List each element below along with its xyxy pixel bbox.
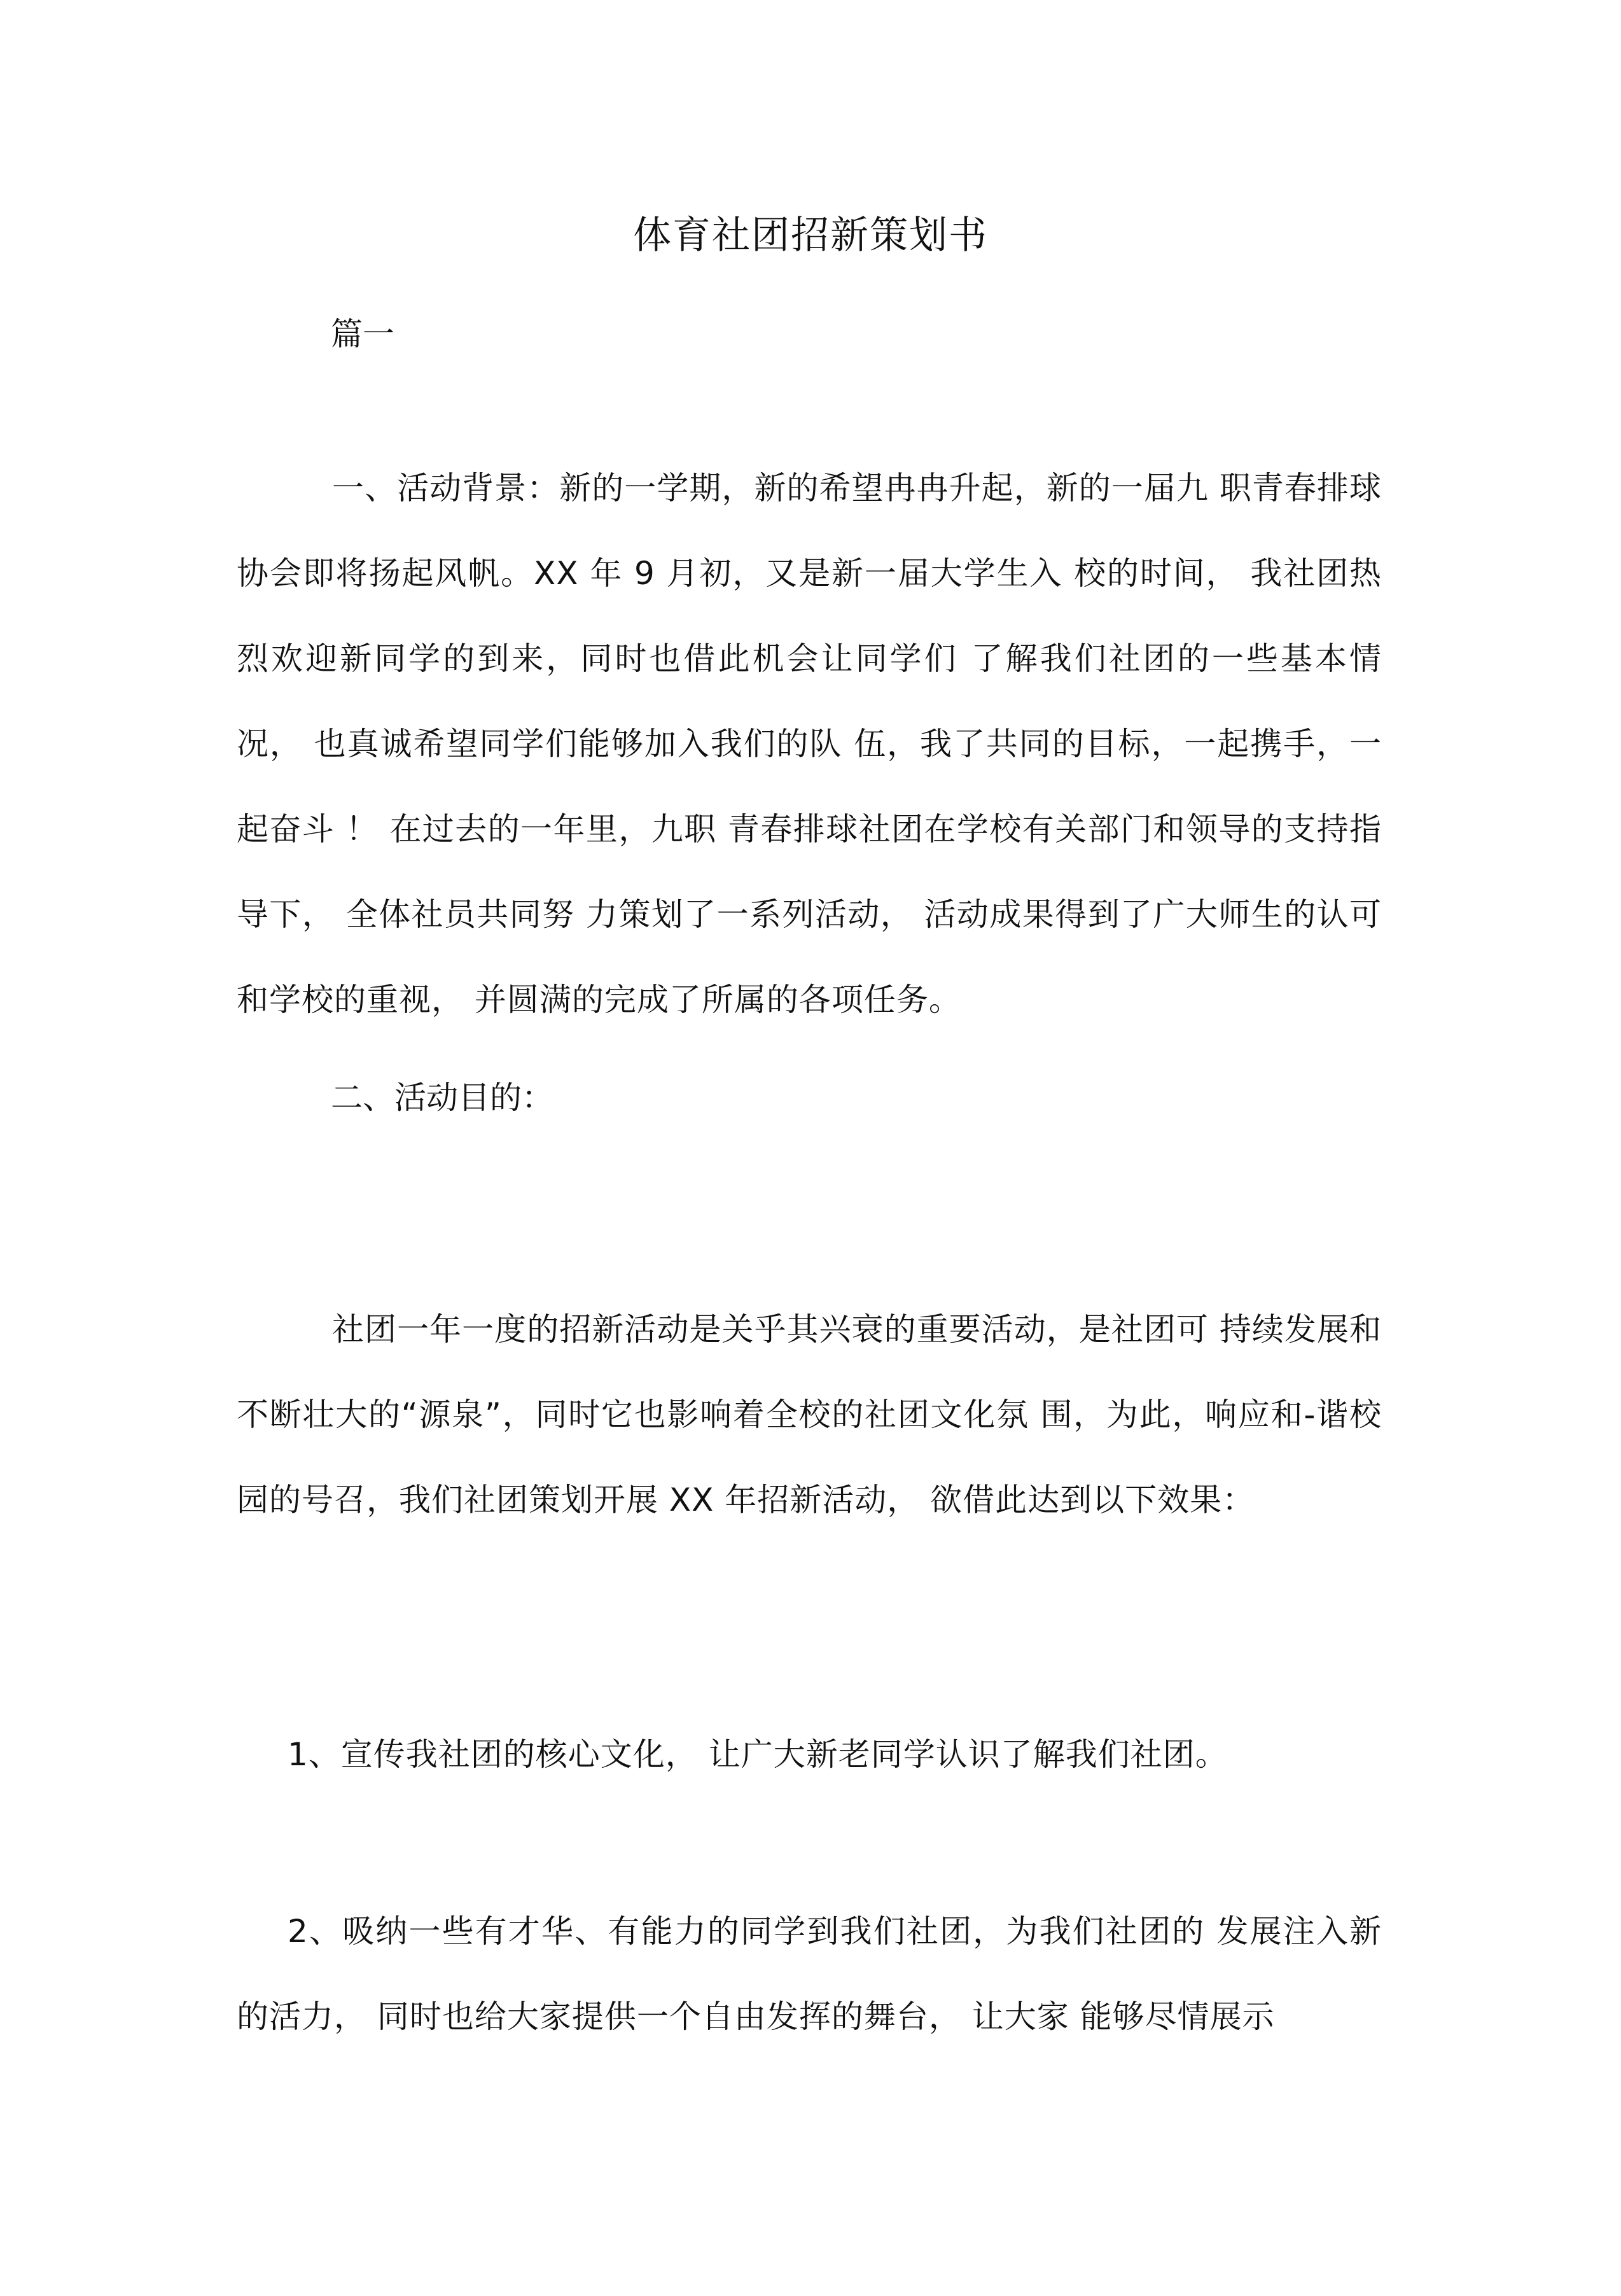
purpose-item-1: 1、宣传我社团的核心文化， 让广大新老同学认识了解我们社团。	[288, 1736, 1228, 1773]
section2-paragraph: 社团一年一度的招新活动是关乎其兴衰的重要活动，是社团可 持续发展和不断壮大的“源泉”，同时它也影响着全校的社团文化氛 围，为此，响应和-谐校园的号召，我们社团策划开展 XX 年招新活动， 欲借此达到以下效果：	[237, 1311, 1382, 1518]
section2-heading: 二、活动目的：	[331, 1079, 553, 1116]
part-label: 篇一	[331, 316, 394, 353]
section1-paragraph: 一、活动背景：新的一学期，新的希望冉冉升起，新的一届九 职青春排球协会即将扬起风帆。XX 年 9 月初，又是新一届大学生入 校的时间， 我社团热烈欢迎新同学的到来，同时也借此机会让同学们 了解我们社团的一些基本情况， 也真诚希望同学们能够加入我们的队 伍，我了共同的目标，一起携手，一起奋斗 ！ 在过去的一年里，九职 青春排球社团在学校有关部门和领导的支持指导下， 全体社员共同努 力策划了一系列活动， 活动成果得到了广大师生的认可和学校的重视， 并圆满的完成了所属的各项任务。	[237, 470, 1382, 1018]
document-title: 体育社团招新策划书	[633, 213, 988, 258]
purpose-item-2: 2、吸纳一些有才华、有能力的同学到我们社团，为我们社团的 发展注入新的活力， 同时也给大家提供一个自由发挥的舞台， 让大家 能够尽情展示	[237, 1913, 1382, 2035]
